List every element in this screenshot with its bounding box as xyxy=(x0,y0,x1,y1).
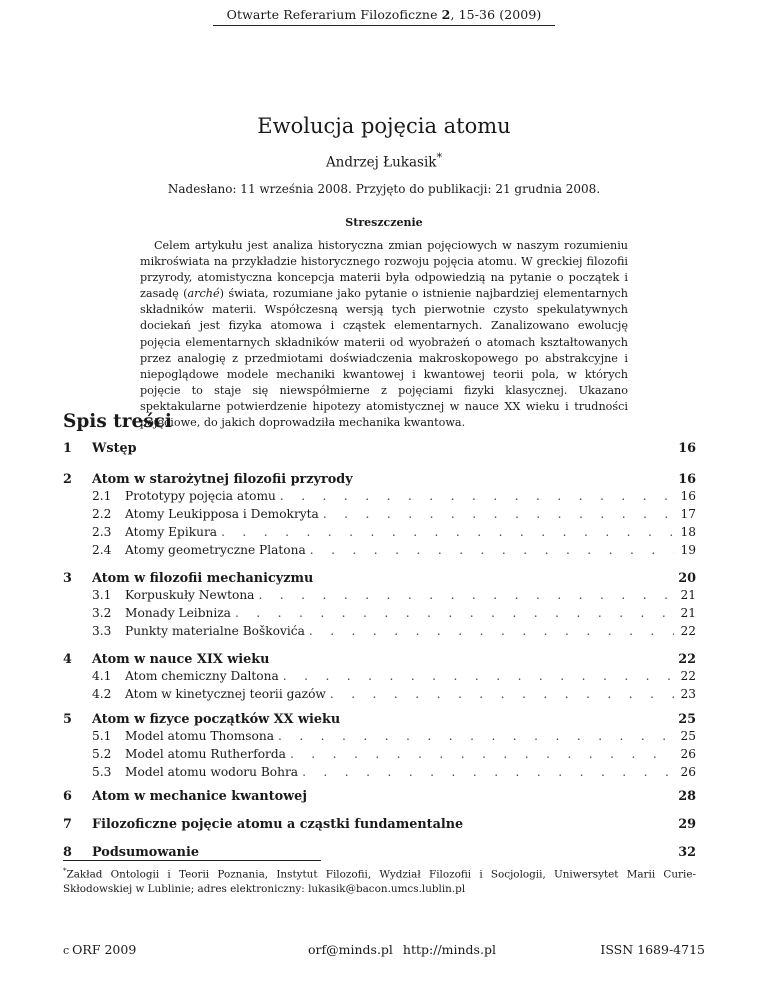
abstract-text: Celem artykułu jest analiza historyczna zmian pojęciowych w naszym rozumieniu mikroświata na przykładzie historycznego rozwoju pojęcia atomu. W greckiej filozofii przyrody, atomistyczna koncepcja materii była odpowiedzią na pytanie o początek i zasadę (arché) świata, rozumiane jako pytanie o istnienie najbardziej elementarnych składników materii. Współczesną wersją tych pierwotnie czysto spekulatywnych dociekań jest fizyka atomowa i cząstek elementarnych. Zanalizowano ewolucję pojęcia elementarnych składników materii od wyobrażeń o atomach kształtowanych przez analogię z przedmiotami doświadczenia makroskopowego po abstrakcyjne i niepoglądowe modele mechaniki kwantowej i kwantowej teorii pola, w których pojęcie to staje się niewspółmierne z pojęciami fizyki klasycznej. Ukazano spektakularne potwierdzenie hipotezy atomistycznej w nauce XX wieku i trudności pojęciowe, do jakich doprowadziła mechanika kwantowa. xyxy=(140,239,628,430)
toc-subsection-5.2[interactable] xyxy=(92,747,696,765)
paper-title: Ewolucja pojęcia atomu xyxy=(257,114,511,138)
footer-contact xyxy=(308,942,496,957)
toc-subsection-label: Punkty materialne Boškovića xyxy=(125,624,305,638)
toc-subsection-5.1[interactable] xyxy=(92,729,696,747)
toc-section-page: 32 xyxy=(678,845,696,860)
toc-subsection-3.3[interactable] xyxy=(92,624,696,642)
toc-leader-dots xyxy=(278,729,674,743)
toc-subsection-number: 2.3 xyxy=(92,525,112,539)
toc-title: Spis treści xyxy=(63,411,172,432)
toc-section-number: 5 xyxy=(63,712,72,727)
toc-section-label: Atom w filozofii mechanicyzmu xyxy=(92,571,314,586)
toc-subsection-label: Atomy geometryczne Platona xyxy=(125,543,306,557)
toc-subsection-label: Atomy Leukipposa i Demokryta xyxy=(125,507,319,521)
abstract-heading: Streszczenie xyxy=(345,216,423,229)
toc-subsection-page: 26 xyxy=(680,747,696,761)
toc-leader-dots xyxy=(290,747,674,761)
toc-subsection-page: 22 xyxy=(680,669,696,683)
toc-subsection-2.4[interactable] xyxy=(92,543,696,561)
toc-subsection-number: 2.2 xyxy=(92,507,112,521)
author-affiliation-footnote: *Zakład Ontologii i Teorii Poznania, Instytut Filozofii, Wydział Filozofii i Socjologii, Uniwersytet Marii Curie-Skłodowskiej w Lublinie; adres elektroniczny: lukasik@bacon.umcs.lublin.pl xyxy=(63,867,696,896)
journal-name: Otwarte Referarium Filozoficzne xyxy=(226,7,438,22)
toc-subsection-3.1[interactable] xyxy=(92,588,696,606)
toc-section-page: 25 xyxy=(678,712,696,727)
running-head-rule xyxy=(213,25,555,26)
toc-section-page: 20 xyxy=(678,571,696,586)
toc-subsection-4.1[interactable] xyxy=(92,669,696,687)
toc-subsection-label: Atom w kinetycznej teorii gazów xyxy=(125,687,326,701)
toc-subsection-label: Monady Leibniza xyxy=(125,606,231,620)
toc-leader-dots xyxy=(235,606,674,620)
toc-subsection-label: Model atomu Thomsona xyxy=(125,729,274,743)
toc-section-label: Atom w mechanice kwantowej xyxy=(92,789,307,804)
toc-subsection-number: 2.4 xyxy=(92,543,112,557)
toc-section-label: Atom w nauce XIX wieku xyxy=(92,652,270,667)
toc-subsection-page: 17 xyxy=(680,507,696,521)
copyright-symbol: c xyxy=(63,944,70,957)
submission-dates: Nadesłano: 11 września 2008. Przyjęto do publikacji: 21 grudnia 2008. xyxy=(167,182,601,196)
toc-section-label: Atom w fizyce początków XX wieku xyxy=(92,712,341,727)
toc-subsection-number: 4.2 xyxy=(92,687,112,701)
abstract-italic-term: arché xyxy=(187,287,220,301)
toc-subsection-page: 25 xyxy=(680,729,696,743)
toc-subsection-page: 18 xyxy=(680,525,696,539)
toc-section-number: 2 xyxy=(63,472,72,487)
toc-subsection-label: Atomy Epikura xyxy=(125,525,218,539)
toc-section-page: 16 xyxy=(678,472,696,487)
toc-section-number: 3 xyxy=(63,571,72,586)
toc-section-page: 28 xyxy=(678,789,696,804)
footnote-marker: * xyxy=(63,867,67,875)
toc-subsection-number: 3.3 xyxy=(92,624,112,638)
toc-subsection-3.2[interactable] xyxy=(92,606,696,624)
toc-subsection-page: 21 xyxy=(680,588,696,602)
toc-subsection-number: 3.2 xyxy=(92,606,112,620)
toc-section-number: 8 xyxy=(63,845,72,860)
toc-subsection-page: 21 xyxy=(680,606,696,620)
toc-leader-dots xyxy=(310,543,674,557)
toc-subsection-2.2[interactable] xyxy=(92,507,696,525)
toc-subsection-number: 5.2 xyxy=(92,747,112,761)
footer-issn: ISSN 1689-4715 xyxy=(600,942,705,957)
toc-section-number: 7 xyxy=(63,817,72,832)
toc-subsection-number: 4.1 xyxy=(92,669,112,683)
toc-section-page: 29 xyxy=(678,817,696,832)
toc-leader-dots xyxy=(323,507,674,521)
toc-leader-dots xyxy=(283,669,674,683)
footer-url[interactable]: http://minds.pl xyxy=(402,942,496,957)
running-head xyxy=(0,7,768,22)
toc-subsection-label: Korpuskuły Newtona xyxy=(125,588,255,602)
toc-section-label: Filozoficzne pojęcie atomu a cząstki fundamentalne xyxy=(92,817,464,832)
toc-subsection-4.2[interactable] xyxy=(92,687,696,705)
toc-subsection-page: 26 xyxy=(680,765,696,779)
copyright-text: ORF 2009 xyxy=(72,942,137,957)
toc-section-label: Wstęp xyxy=(92,441,137,456)
toc-subsection-page: 19 xyxy=(680,543,696,557)
toc-subsection-5.3[interactable] xyxy=(92,765,696,783)
toc-subsection-page: 23 xyxy=(680,687,696,701)
toc-subsection-label: Model atomu Rutherforda xyxy=(125,747,286,761)
toc-section-number: 4 xyxy=(63,652,72,667)
journal-pages-year: , 15-36 (2009) xyxy=(450,7,542,22)
toc-leader-dots xyxy=(330,687,674,701)
toc-subsection-number: 5.1 xyxy=(92,729,112,743)
toc-subsection-page: 16 xyxy=(680,489,696,503)
footer-email[interactable]: orf@minds.pl xyxy=(308,942,393,957)
copyright xyxy=(63,942,136,957)
toc-leader-dots xyxy=(258,588,674,602)
toc-leader-dots xyxy=(280,489,674,503)
toc-subsection-2.3[interactable] xyxy=(92,525,696,543)
toc-section-number: 6 xyxy=(63,789,72,804)
toc-subsection-number: 2.1 xyxy=(92,489,112,503)
toc-section-label: Atom w starożytnej filozofii przyrody xyxy=(92,472,353,487)
toc-section-number: 1 xyxy=(63,441,72,456)
journal-volume: 2 xyxy=(441,7,451,22)
toc-subsection-label: Atom chemiczny Daltona xyxy=(125,669,279,683)
toc-subsection-page: 22 xyxy=(680,624,696,638)
toc-leader-dots xyxy=(302,765,674,779)
toc-subsection-2.1[interactable] xyxy=(92,489,696,507)
toc-section-page: 22 xyxy=(678,652,696,667)
toc-subsection-number: 3.1 xyxy=(92,588,112,602)
toc-leader-dots xyxy=(309,624,674,638)
toc-subsection-label: Model atomu wodoru Bohra xyxy=(125,765,299,779)
toc-subsection-number: 5.3 xyxy=(92,765,112,779)
author-name: Andrzej Łukasik* xyxy=(325,151,443,171)
toc-subsection-label: Prototypy pojęcia atomu xyxy=(125,489,276,503)
footnote-marker: * xyxy=(436,151,443,164)
toc-section-page: 16 xyxy=(678,441,696,456)
toc-leader-dots xyxy=(221,525,674,539)
footnote-rule xyxy=(63,860,321,861)
toc-section-label: Podsumowanie xyxy=(92,845,199,860)
abstract xyxy=(140,238,628,431)
